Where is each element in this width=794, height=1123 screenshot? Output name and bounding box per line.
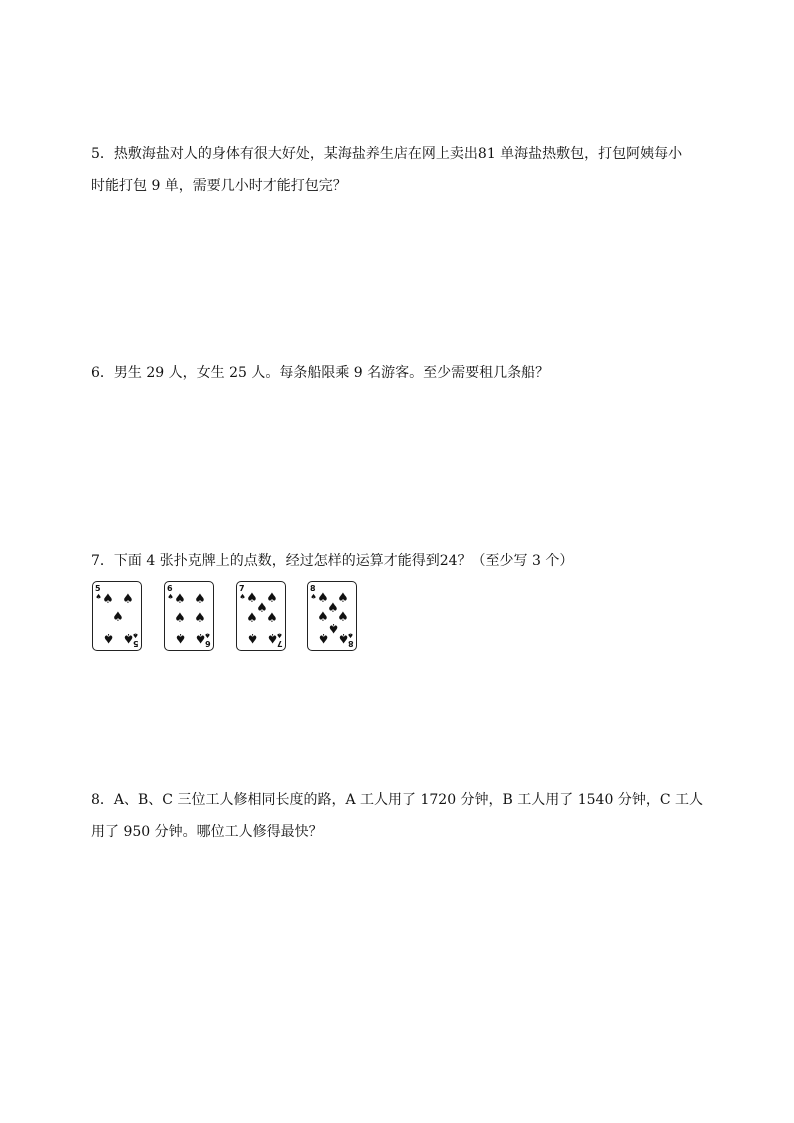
spade-icon: ♠ xyxy=(256,600,268,616)
spade-icon: ♠ xyxy=(317,629,329,645)
spade-icon: ♠ xyxy=(122,591,134,607)
spade-icon: ♠ xyxy=(122,629,134,645)
card-rank-top: 7 xyxy=(239,584,245,593)
spade-icon: ♠ xyxy=(317,609,329,625)
question-5-line-2: 时能打包 9 单，需要几小时才能打包完？ xyxy=(91,178,347,194)
card-rank-top: 5 xyxy=(95,584,101,593)
spade-icon: ♠ xyxy=(246,590,258,606)
spade-icon: ♠ xyxy=(276,631,283,639)
spade-icon: ♠ xyxy=(266,629,278,645)
question-8 xyxy=(91,784,721,848)
card-rank-top: 6 xyxy=(167,584,173,593)
spade-icon: ♠ xyxy=(194,610,206,626)
playing-card-8 xyxy=(307,581,357,651)
spade-icon: ♠ xyxy=(337,609,349,625)
spade-icon: ♠ xyxy=(239,593,246,601)
question-6 xyxy=(91,357,721,389)
spade-icon: ♠ xyxy=(194,591,206,607)
spade-icon: ♠ xyxy=(102,591,114,607)
spade-icon: ♠ xyxy=(112,609,124,625)
spade-icon: ♠ xyxy=(204,631,211,639)
question-7 xyxy=(91,545,721,577)
spade-icon: ♠ xyxy=(266,610,278,626)
spade-icon: ♠ xyxy=(95,593,102,601)
playing-cards-group xyxy=(92,581,372,653)
spade-icon: ♠ xyxy=(266,590,278,606)
spade-icon: ♠ xyxy=(317,590,329,606)
spade-icon: ♠ xyxy=(174,629,186,645)
spade-icon: ♠ xyxy=(337,629,349,645)
spade-icon: ♠ xyxy=(327,600,339,616)
spade-icon: ♠ xyxy=(337,590,349,606)
spade-icon: ♠ xyxy=(246,629,258,645)
question-6-line-1: 6．男生 29 人，女生 25 人。每条船限乘 9 名游客。至少需要租几条船？ xyxy=(91,365,550,381)
spade-icon: ♠ xyxy=(327,619,339,635)
spade-icon: ♠ xyxy=(167,593,174,601)
spade-icon: ♠ xyxy=(132,631,139,639)
spade-icon: ♠ xyxy=(194,629,206,645)
playing-card-6 xyxy=(164,581,214,651)
card-rank-top: 8 xyxy=(310,584,316,593)
playing-card-5 xyxy=(92,581,142,651)
spade-icon: ♠ xyxy=(174,591,186,607)
question-8-line-1: 8．A、B、C 三位工人修相同长度的路，A 工人用了 1720 分钟，B 工人用了 1540 分钟，C 工人 xyxy=(91,792,703,808)
spade-icon: ♠ xyxy=(347,631,354,639)
question-7-line-1: 7．下面 4 张扑克牌上的点数，经过怎样的运算才能得到24？（至少写 3 个） xyxy=(91,553,574,569)
question-5 xyxy=(91,138,721,202)
spade-icon: ♠ xyxy=(310,593,317,601)
spade-icon: ♠ xyxy=(102,629,114,645)
card-rank-bottom: 8 xyxy=(348,639,354,648)
spade-icon: ♠ xyxy=(174,610,186,626)
card-rank-bottom: 6 xyxy=(205,639,211,648)
playing-card-7 xyxy=(236,581,286,651)
question-8-line-2: 用了 950 分钟。哪位工人修得最快？ xyxy=(91,824,323,840)
spade-icon: ♠ xyxy=(246,610,258,626)
card-rank-bottom: 5 xyxy=(133,639,139,648)
card-rank-bottom: 7 xyxy=(277,639,283,648)
question-5-line-1: 5．热敷海盐对人的身体有很大好处，某海盐养生店在网上卖出81 单海盐热敷包，打包阿姨每小 xyxy=(91,146,683,162)
